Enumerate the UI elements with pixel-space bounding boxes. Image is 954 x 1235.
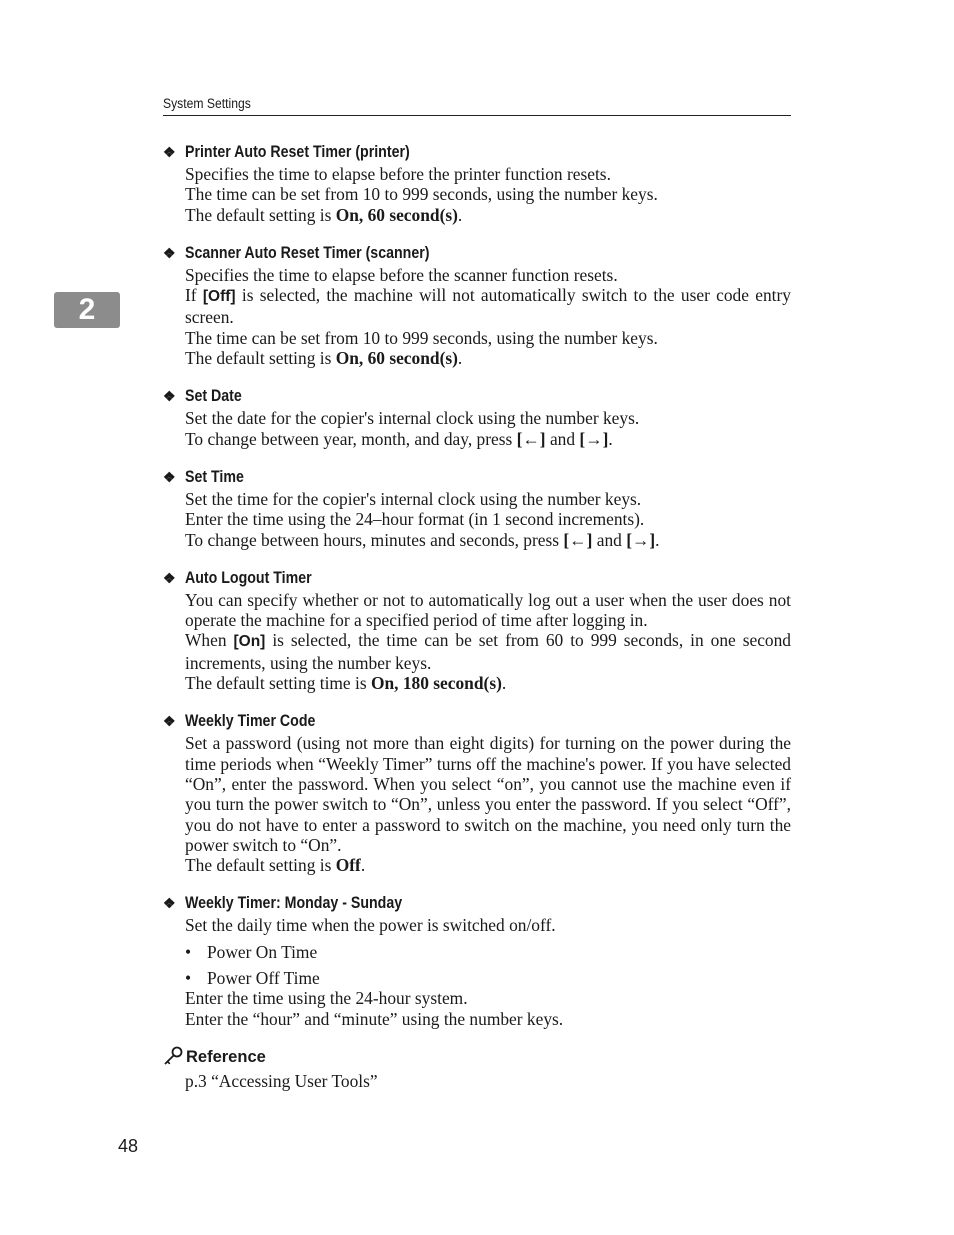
section-heading: ❖ Printer Auto Reset Timer (printer)	[163, 140, 791, 164]
paragraph: Set a password (using not more than eight digits) for turning on the power during the time periods when “Weekly Timer” turns off the machine's power. If you have selected “On”, enter the password. When you select “on”, you cannot use the machine even if you turn the power switch to “On”, unless you enter the password. If you select “Off”, you do not have to enter a password to switch on the machine, you need only turn the power switch to “On”.	[185, 733, 791, 855]
section-set-time	[163, 465, 791, 550]
diamond-bullet-icon: ❖	[163, 144, 176, 160]
on-key-label: [On]	[233, 633, 266, 651]
section-set-date	[163, 384, 791, 449]
default-value: Off	[335, 855, 361, 876]
diamond-bullet-icon: ❖	[163, 713, 176, 730]
page-number: 48	[118, 1136, 139, 1156]
paragraph: To change between hours, minutes and seconds, press [←] and [→].	[185, 529, 660, 550]
default-value: On, 180 second(s)	[370, 673, 502, 694]
section-weekly-timer-monday-sunday	[163, 891, 791, 1028]
default-setting-line: The default setting time is On, 180 second(s).	[185, 673, 507, 694]
paragraph: If [Off] is selected, the machine will not automatically switch to the user code entry screen.	[185, 285, 791, 328]
paragraph: When [On] is selected, the time can be set from 60 to 999 seconds, in one second increments, using the number keys.	[185, 630, 792, 673]
default-value: On, 60 second(s)	[335, 348, 458, 369]
paragraph: Specifies the time to elapse before the scanner function resets.	[185, 264, 618, 285]
default-setting-line: The default setting is On, 60 second(s).	[185, 348, 463, 369]
list-item: • Power On Time	[185, 941, 318, 962]
diamond-bullet-icon: ❖	[163, 468, 176, 485]
diamond-bullet-icon: ❖	[163, 244, 176, 261]
default-setting-line: The default setting is Off.	[185, 855, 366, 876]
section-weekly-timer-code	[163, 709, 791, 875]
paragraph: Set the time for the copier's internal clock using the number keys.	[185, 488, 642, 509]
reference-key-icon	[163, 1045, 185, 1065]
off-key-label: [Off]	[202, 288, 236, 306]
paragraph: Enter the “hour” and “minute” using the number keys.	[185, 1008, 564, 1029]
section-auto-logout-timer	[163, 566, 791, 693]
running-header: System Settings	[163, 96, 251, 111]
section-heading: ❖ Set Date	[163, 384, 791, 408]
paragraph: The time can be set from 10 to 999 seconds, using the number keys.	[185, 327, 658, 348]
section-heading: ❖ Weekly Timer: Monday - Sunday	[163, 891, 791, 915]
section-printer-auto-reset-timer	[163, 140, 791, 225]
section-heading: ❖ Auto Logout Timer	[163, 566, 791, 590]
paragraph: Enter the time using the 24-hour system.	[185, 988, 468, 1009]
reference-heading: Reference	[163, 1045, 791, 1069]
paragraph: Specifies the time to elapse before the printer function resets.	[185, 164, 611, 184]
right-arrow-key: [→]	[626, 529, 656, 550]
section-heading: ❖ Scanner Auto Reset Timer (scanner)	[163, 241, 791, 265]
paragraph: The time can be set from 10 to 999 seconds, using the number keys.	[185, 184, 658, 205]
diamond-bullet-icon: ❖	[163, 569, 176, 586]
default-value: On, 60 second(s)	[335, 204, 458, 225]
section-heading: ❖ Set Time	[163, 465, 791, 489]
paragraph: You can specify whether or not to automatically log out a user when the user does not operate the machine for a specified period of time after logging in.	[185, 589, 791, 631]
list-item: • Power Off Time	[185, 968, 320, 989]
section-heading: ❖ Weekly Timer Code	[163, 709, 791, 733]
left-arrow-key: [←]	[563, 529, 593, 550]
reference-link-text: p.3 “Accessing User Tools”	[185, 1070, 378, 1091]
chapter-tab: 2	[54, 292, 120, 328]
bullet-dot-icon: •	[185, 968, 192, 989]
diamond-bullet-icon: ❖	[163, 895, 176, 912]
paragraph: Set the daily time when the power is switched on/off.	[185, 915, 556, 936]
section-scanner-auto-reset-timer	[163, 241, 791, 368]
diamond-bullet-icon: ❖	[163, 388, 176, 405]
main-content	[163, 140, 791, 1091]
header-rule	[163, 115, 791, 116]
paragraph: Enter the time using the 24–hour format (in 1 second increments).	[185, 509, 645, 530]
left-arrow-key: [←]	[516, 428, 546, 449]
default-setting-line: The default setting is On, 60 second(s).	[185, 204, 463, 225]
bullet-dot-icon: •	[185, 941, 192, 962]
paragraph: Set the date for the copier's internal clock using the number keys.	[185, 408, 640, 429]
paragraph: To change between year, month, and day, press [←] and [→].	[185, 428, 613, 449]
right-arrow-key: [→]	[579, 428, 609, 449]
